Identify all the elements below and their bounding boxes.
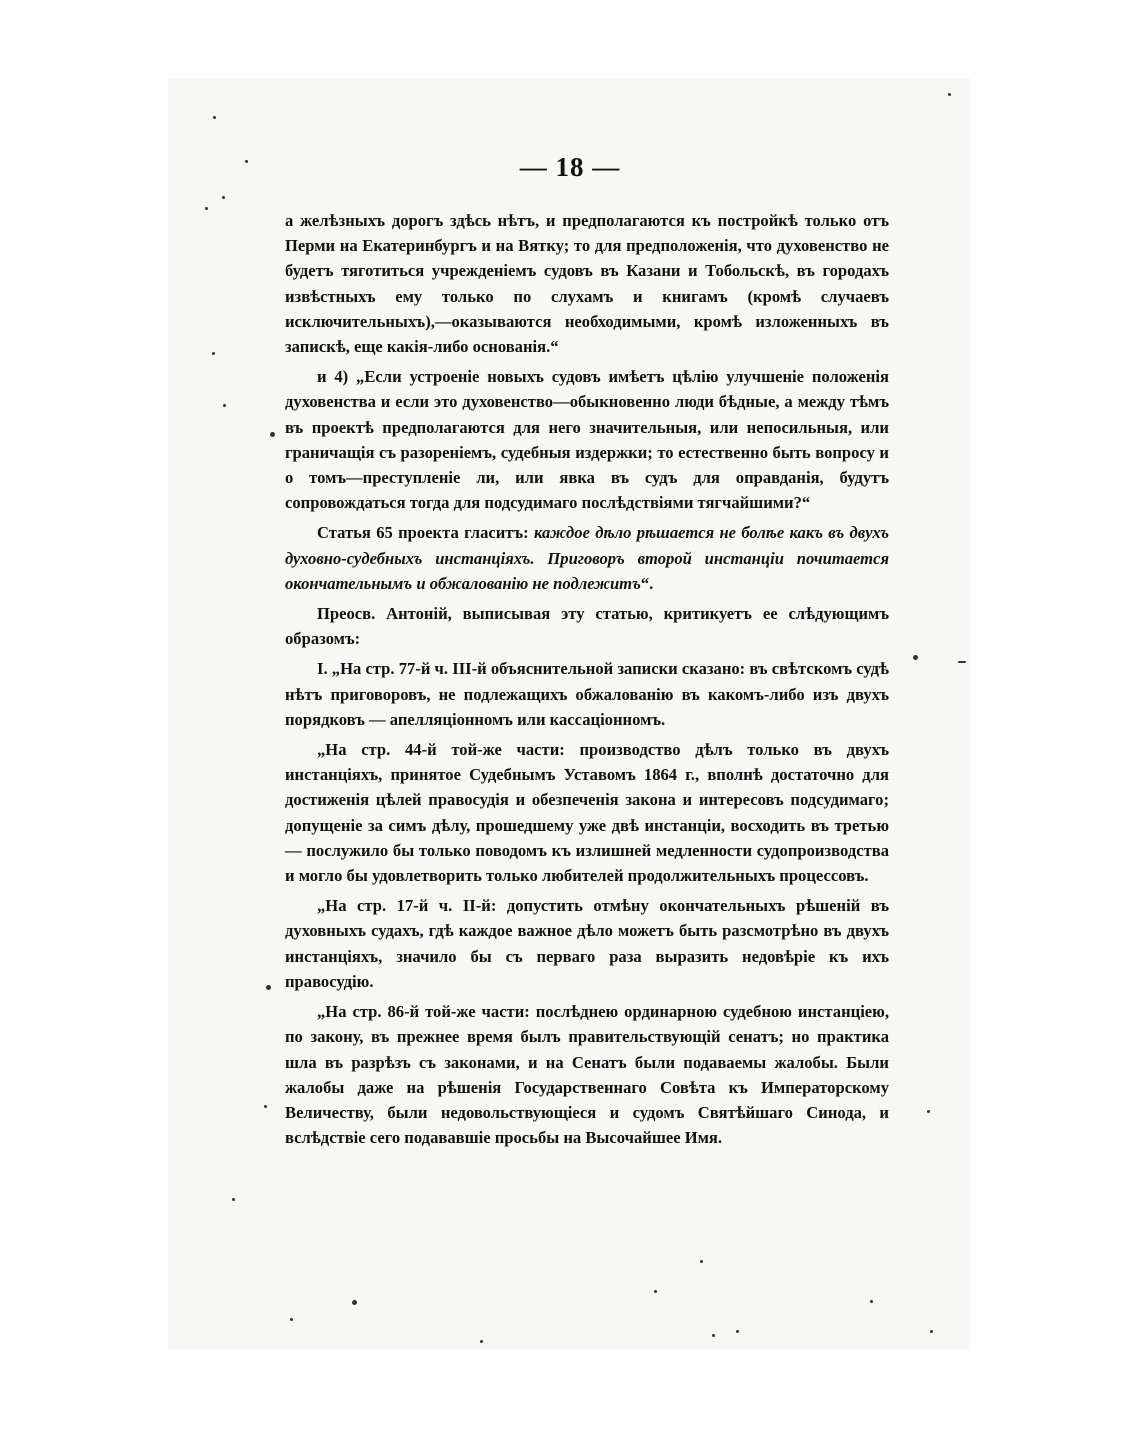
scan-speck — [870, 1300, 873, 1303]
article-quote: каждое дѣло рѣшается не болѣе какъ въ двухъ духовно-судебныхъ инстанціяхъ. Приговоръ второй инстанціи почитается окончательнымъ и обжалованію не подлежитъ — [285, 523, 889, 593]
paragraph-continued: а желѣзныхъ дорогъ здѣсь нѣтъ, и предполагаются къ постройкѣ только отъ Перми на Екатеринбургъ и на Вятку; то для предположенія, что духовенство не будетъ тяготиться учрежденіемъ судовъ въ Казани и Тобольскѣ, въ городахъ извѣстныхъ ему только по слухамъ и книгамъ (кромѣ случаевъ исключительныхъ),—оказываются необходимыми, кромѣ изложенныхъ въ запискѣ, еще какія-либо основанія.“ — [285, 211, 889, 357]
scan-speck — [232, 1198, 235, 1201]
scan-speck — [352, 1300, 357, 1305]
scan-speck — [948, 93, 951, 96]
paragraph-page-44: „На стр. 44-й той-же части: производство дѣлъ только въ двухъ инстанціяхъ, принятое Судебнымъ Уставомъ 1864 г., вполнѣ достаточно для достиженія цѣлей правосудія и обезпеченія закона и интересовъ подсудимаго; допущеніе за симъ дѣлу, прошедшему уже двѣ инстанціи, восходить въ третью — послужило бы только поводомъ къ излишней медленности судопроизводства и могло бы удовлетворить только любителей продолжительныхъ процессовъ. — [285, 740, 889, 886]
scan-speck — [700, 1260, 703, 1263]
paragraph-article-65 — [285, 520, 889, 596]
scan-speck — [223, 404, 226, 407]
scan-speck — [270, 432, 275, 437]
scan-speck — [266, 985, 271, 990]
scan-speck — [913, 655, 918, 660]
page-number: — 18 — — [519, 152, 621, 182]
paragraph-point-i: I. „На стр. 77-й ч. III-й объяснительной записки сказано: въ свѣтскомъ судѣ нѣтъ приговоровъ, не подлежащихъ обжалованію въ какомъ-либо изъ двухъ порядковъ — апелляціонномъ или кассаціонномъ. — [285, 659, 889, 729]
scan-speck — [222, 196, 225, 199]
scan-speck — [930, 1330, 933, 1333]
scan-speck — [712, 1334, 715, 1337]
scan-speck — [654, 1290, 657, 1293]
scan-speck — [290, 1318, 293, 1321]
article-tail: “. — [640, 573, 654, 593]
paragraph-point-4: и 4) „Если устроеніе новыхъ судовъ имѣетъ цѣлію улучшеніе положенія духовенства и если это духовенство—обыкновенно люди бѣдные, а между тѣмъ въ проектѣ предполагаются для него значительныя, или непосильныя, или граничащія съ разореніемъ, судебныя издержки; то естественно быть вопросу и о томъ—преступленіе ли, или явка въ судъ для оправданія, будутъ сопровождаться тогда для подсудимаго послѣдствіями тягчайшими?“ — [285, 367, 889, 513]
scan-speck — [927, 1110, 930, 1113]
scan-speck — [245, 160, 248, 163]
scan-speck — [736, 1330, 739, 1333]
article-lead: Статья 65 проекта гласитъ: — [317, 523, 534, 543]
paragraph-page-86: „На стр. 86-й той-же части: послѣднею ординарною судебною инстанціею, по закону, въ прежнее время былъ правительствующій сенатъ; но практика шла въ разрѣзъ съ законами, и на Сенатъ были подаваемы жалобы. Были жалобы даже на рѣшенія Государственнаго Совѣта къ Императорскому Величеству, были недовольствующіеся и судомъ Святѣйшаго Синода, и вслѣдствіе сего подававшіе просьбы на Высочайшее Имя. — [285, 1002, 889, 1148]
scan-speck — [958, 661, 966, 663]
paragraph-page-17: „На стр. 17-й ч. II-й: допустить отмѣну окончательныхъ рѣшеній въ духовныхъ судахъ, гдѣ каждое важное дѣло можетъ быть разсмотрѣно въ двухъ инстанціяхъ, значило бы съ перваго раза выразить недовѣріе къ ихъ правосудію. — [285, 896, 889, 991]
scan-speck — [205, 207, 208, 210]
paragraph-antony-critique: Преосв. Антоній, выписывая эту статью, критикуетъ ее слѣдующимъ образомъ: — [285, 604, 889, 649]
page-body — [285, 208, 889, 1155]
scan-speck — [213, 116, 216, 119]
scan-speck — [480, 1340, 483, 1343]
scan-speck — [212, 352, 215, 355]
scan-speck — [264, 1105, 267, 1108]
